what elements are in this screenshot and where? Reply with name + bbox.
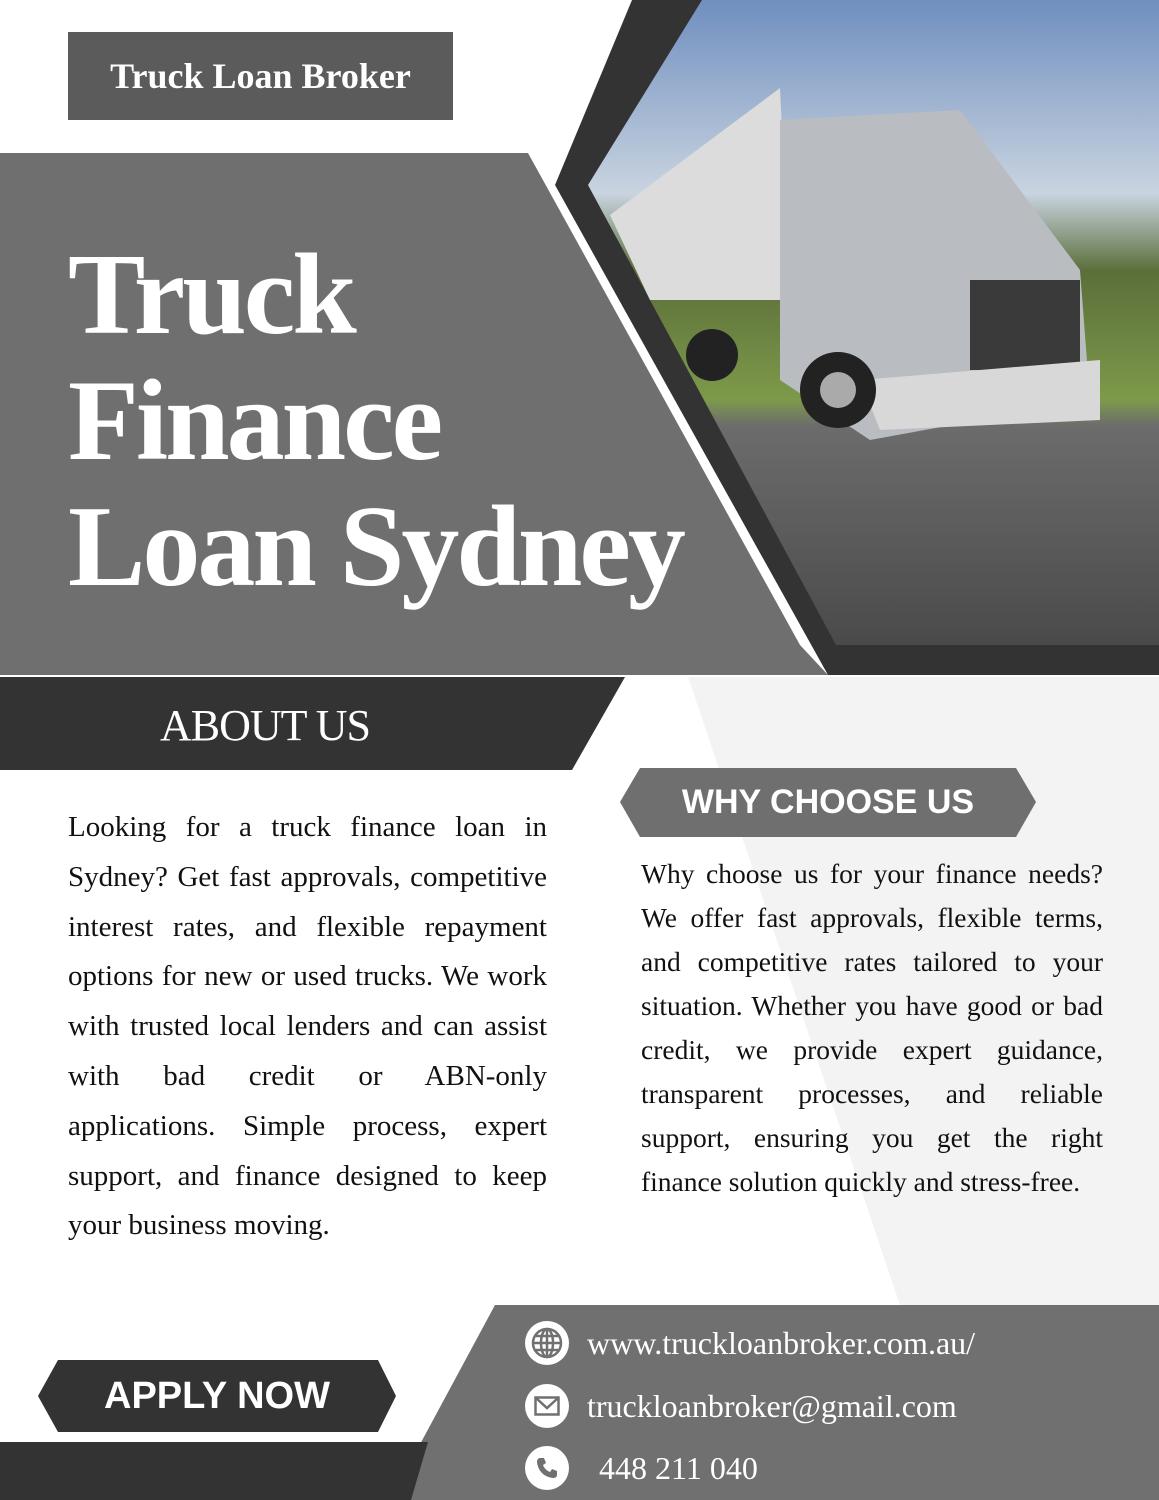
title-line-2: Finance	[68, 357, 441, 485]
brand-label: Truck Loan Broker	[68, 32, 453, 120]
mail-icon	[525, 1384, 569, 1428]
bottom-dark-strip	[0, 1442, 428, 1500]
title-line-1: Truck	[68, 231, 354, 359]
about-heading: ABOUT US	[160, 701, 371, 750]
email-link[interactable]: truckloanbroker@gmail.com	[587, 1387, 957, 1424]
about-text: Looking for a truck finance loan in Sydney? Get fast approvals, competitive interest rates, and flexible repayment options for new or used trucks. We work with trusted local lenders and can assist with bad credit or ABN-only applications. Simple process, expert support, and finance designed to keep your business moving.	[68, 811, 547, 1242]
contact-website[interactable]	[525, 1321, 975, 1365]
page-title	[68, 232, 683, 610]
website-link[interactable]: www.truckloanbroker.com.au/	[587, 1324, 976, 1361]
globe-icon	[525, 1321, 569, 1365]
contact-email[interactable]	[525, 1384, 957, 1428]
truck-grille	[970, 280, 1080, 370]
contact-phone[interactable]	[525, 1446, 758, 1490]
why-heading: WHY CHOOSE US	[681, 783, 975, 821]
phone-icon	[525, 1446, 569, 1490]
why-text: Why choose us for your finance needs? We offer fast approvals, flexible terms, and competitive rates tailored to your situation. Whether you have good or bad credit, we provide expert guidance, transparent processes, and reliable support, ensuring you get the right finance solution quickly and stress-free.	[641, 858, 1103, 1197]
phone-number[interactable]: 448 211 040	[599, 1449, 758, 1486]
apply-now-button[interactable]: APPLY NOW	[104, 1374, 330, 1417]
title-line-3: Loan Sydney	[68, 483, 683, 611]
